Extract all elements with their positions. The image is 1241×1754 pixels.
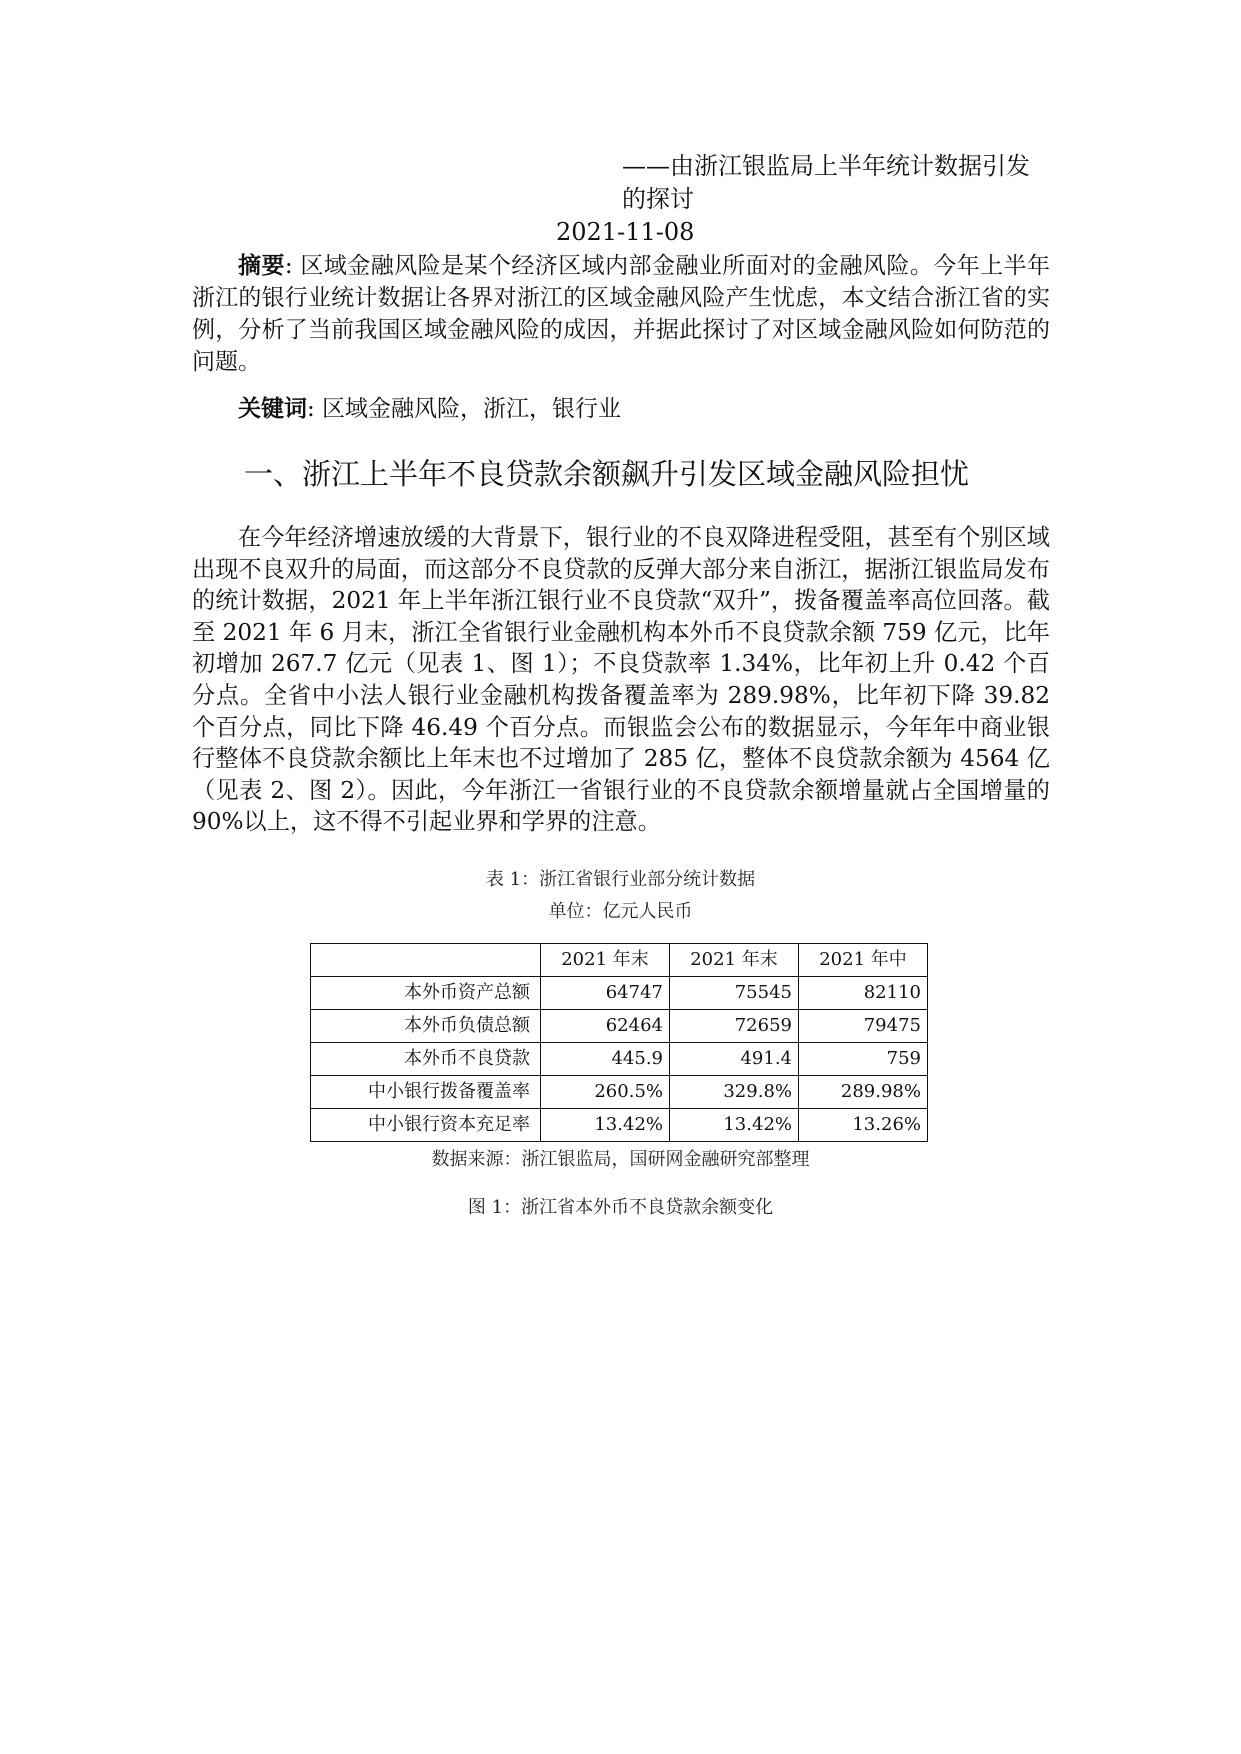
document-subtitle: ——由浙江银监局上半年统计数据引发的探讨 [622,152,1030,213]
table-cell: 759 [799,1043,928,1076]
document-date: 2021-11-08 [556,218,695,246]
table-source: 数据来源：浙江银监局，国研网金融研究部整理 [431,1149,810,1170]
table-cell: 329.8% [670,1076,799,1109]
table-row-label: 中小银行拨备覆盖率 [311,1076,541,1109]
table-cell: 72659 [670,1010,799,1043]
table-cell: 13.42% [670,1109,799,1142]
table-row [311,1010,928,1043]
body-paragraph: 在今年经济增速放缓的大背景下，银行业的不良双降进程受阻，甚至有个别区域出现不良双升的局面，而这部分不良贷款的反弹大部分来自浙江，据浙江银监局发布的统计数据，2021 年上半年浙江银行业不良贷款“双升”，拨备覆盖率高位回落。截至 2021 年 6 月末，浙江全省银行业金融机构本外币不良贷款余额 759 亿元，比年初增加 267.7 亿元（见表 1、图 1）；不良贷款率 1.34%，比年初上升 0.42 个百分点。全省中小法人银行业金融机构拨备覆盖率为 289.98%，比年初下降 39.82 个百分点，同比下降 46.49 个百分点。而银监会公布的数据显示，今年年中商业银行整体不良贷款余额比上年末也不过增加了 285 亿，整体不良贷款余额为 4564 亿（见表 2、图 2）。因此，今年浙江一省银行业的不良贷款余额增量就占全国增量的 90%以上，这不得不引起业界和学界的注意。 [192,524,1050,836]
table-row-label: 本外币资产总额 [311,977,541,1010]
abstract-paragraph [192,250,1050,378]
table-row [311,1076,928,1109]
table-row [311,1043,928,1076]
table-caption: 表 1：浙江省银行业部分统计数据 [485,869,756,890]
table-row [311,1109,928,1142]
table-cell: 62464 [541,1010,670,1043]
keywords-text: : 区域金融风险，浙江，银行业 [307,396,622,422]
table-header-cell: 2021 年末 [541,944,670,977]
table-cell: 13.26% [799,1109,928,1142]
keywords-line [238,393,621,425]
table-cell: 445.9 [541,1043,670,1076]
table-header-row [311,944,928,977]
table-cell: 13.42% [541,1109,670,1142]
table-row-label: 中小银行资本充足率 [311,1109,541,1142]
table-header-cell: 2021 年中 [799,944,928,977]
table-row-label: 本外币负债总额 [311,1010,541,1043]
table-cell: 260.5% [541,1076,670,1109]
table-cell: 289.98% [799,1076,928,1109]
table-row-label: 本外币不良贷款 [311,1043,541,1076]
abstract-text: : 区域金融风险是某个经济区域内部金融业所面对的金融风险。今年上半年浙江的银行业统计数据让各界对浙江的区域金融风险产生忧虑，本文结合浙江省的实例，分析了当前我国区域金融风险的成因，并据此探讨了对区域金融风险如何防范的问题。 [192,253,1051,375]
section-heading: 一、浙江上半年不良贷款余额飙升引发区域金融风险担忧 [244,457,970,491]
figure-caption: 图 1：浙江省本外币不良贷款余额变化 [467,1197,774,1218]
table-cell: 491.4 [670,1043,799,1076]
table-cell: 64747 [541,977,670,1010]
statistics-table [310,943,928,1142]
table-unit: 单位：亿元人民币 [548,901,693,922]
table-row [311,977,928,1010]
table-cell: 82110 [799,977,928,1010]
abstract-label: 摘要 [238,253,285,279]
table-header-cell: 2021 年末 [670,944,799,977]
table-cell: 75545 [670,977,799,1010]
table-cell: 79475 [799,1010,928,1043]
table-corner-cell [311,944,541,977]
keywords-label: 关键词 [238,396,307,422]
